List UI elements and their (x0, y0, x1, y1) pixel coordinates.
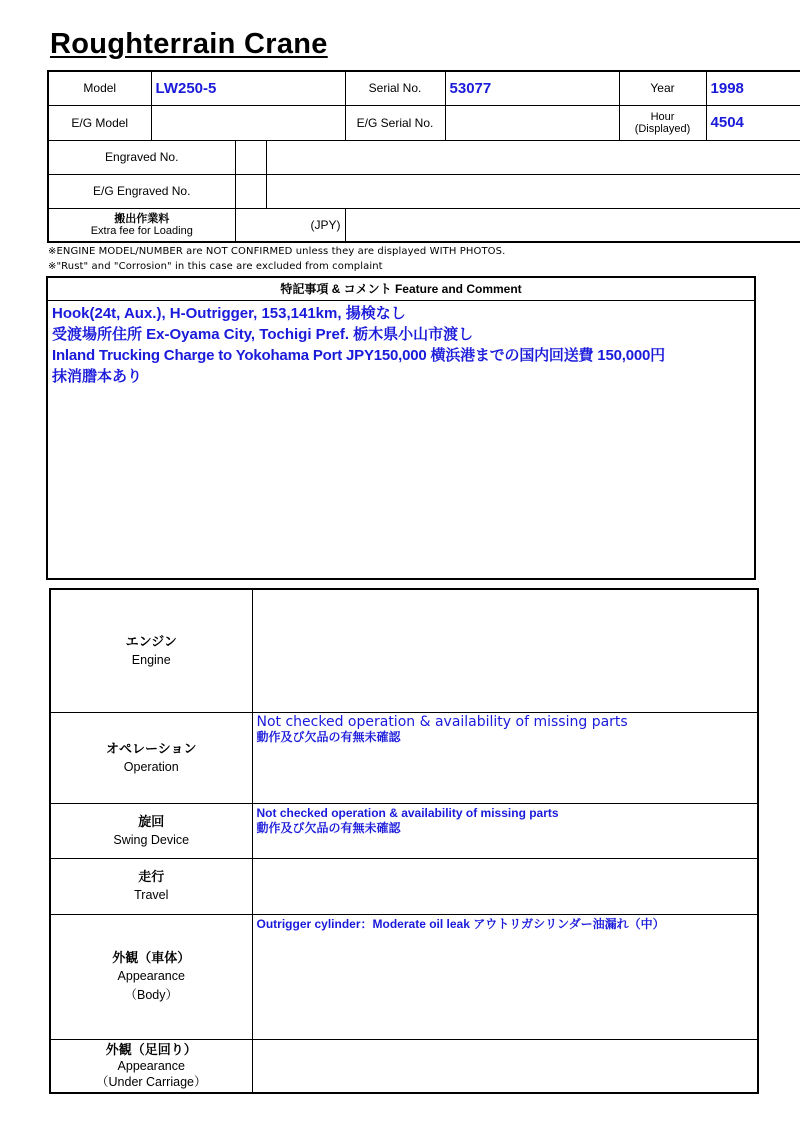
label-en: Swing Device (113, 832, 190, 847)
inspection-table (49, 588, 759, 1094)
eg-engraved-value (266, 174, 800, 208)
label-en: Appearance (117, 1058, 185, 1073)
label-jp: 外観（足回り） (105, 1041, 197, 1057)
inspection-value-engine (252, 589, 758, 712)
value-line: 動作及び欠品の有無未確認 (256, 820, 401, 835)
inspection-value-appearance-body (252, 914, 758, 1039)
eg-model-label: E/G Model (48, 105, 151, 140)
inspection-value-travel (252, 858, 758, 914)
extra-fee-label (48, 208, 235, 242)
engraved-check-cell (235, 140, 266, 174)
label-jp: 旋回 (138, 813, 165, 829)
engraved-value (266, 140, 800, 174)
document-title: Roughterrain Crane (50, 28, 328, 60)
year-label: Year (619, 71, 706, 105)
inspection-value-appearance-undercarriage (252, 1039, 758, 1093)
model-value: LW250-5 (151, 71, 345, 105)
label-en: Travel (134, 888, 169, 902)
inspection-label-appearance-undercarriage (50, 1039, 252, 1093)
label-jp: 走行 (138, 869, 165, 884)
label-en: Appearance (117, 969, 185, 983)
spec-table (47, 70, 800, 243)
extra-fee-label-en: Extra fee for Loading (90, 224, 193, 237)
inspection-label-travel (50, 858, 252, 914)
serial-value: 53077 (445, 71, 619, 105)
label-en: Engine (131, 652, 171, 667)
eg-serial-value (445, 105, 619, 140)
eg-engraved-check-cell (235, 174, 266, 208)
eg-serial-label: E/G Serial No. (345, 105, 445, 140)
label-jp: オペレーション (106, 740, 197, 756)
hour-label (619, 105, 706, 140)
note-rust: ※"Rust" and "Corrosion" in this case are excluded from complaint (48, 261, 383, 272)
serial-label: Serial No. (345, 71, 445, 105)
label-en-2: （Body） (124, 988, 178, 1002)
feature-body (48, 301, 754, 389)
value-line: Not checked operation & availability of missing parts (256, 805, 559, 820)
extra-fee-unit: (JPY) (235, 208, 345, 242)
value-line: Not checked operation & availability of missing parts (256, 713, 628, 730)
inspection-label-swing (50, 803, 252, 858)
feature-line: 抹消謄本あり (52, 368, 143, 385)
inspection-label-operation (50, 712, 252, 803)
feature-heading: 特記事項 & コメント Feature and Comment (48, 278, 754, 301)
label-jp: エンジン (125, 633, 177, 649)
feature-comment-box (46, 276, 756, 580)
inspection-value-swing (252, 803, 758, 858)
engraved-label: Engraved No. (48, 140, 235, 174)
hour-value: 4504 (706, 105, 800, 140)
feature-line: Hook(24t, Aux.), H-Outrigger, 153,141km, 揚検なし (52, 305, 406, 322)
label-en-2: （Under Carriage） (96, 1074, 207, 1089)
value-line: Outrigger cylinder：Moderate oil leak アウトリガシリンダー油漏れ（中） (256, 916, 665, 931)
note-engine: ※ENGINE MODEL/NUMBER are NOT CONFIRMED unless they are displayed WITH PHOTOS. (48, 246, 506, 257)
feature-line: Inland Trucking Charge to Yokohama Port JPY150,000 横浜港までの国内回送費 150,000円 (52, 347, 665, 364)
hour-label-line2: (Displayed) (634, 122, 691, 135)
year-value: 1998 (706, 71, 800, 105)
hour-label-line1: Hour (650, 110, 675, 123)
label-en: Operation (123, 759, 179, 774)
extra-fee-label-jp: 搬出作業料 (114, 212, 170, 225)
eg-engraved-label: E/G Engraved No. (48, 174, 235, 208)
label-jp: 外観（車体） (112, 950, 191, 965)
feature-line: 受渡場所住所 Ex-Oyama City, Tochigi Pref. 栃木県小山市渡し (52, 326, 474, 343)
extra-fee-value (345, 208, 800, 242)
inspection-label-engine (50, 589, 252, 712)
model-label: Model (48, 71, 151, 105)
inspection-value-operation (252, 712, 758, 803)
inspection-label-appearance-body (50, 914, 252, 1039)
eg-model-value (151, 105, 345, 140)
value-line: 動作及び欠品の有無未確認 (256, 729, 401, 744)
